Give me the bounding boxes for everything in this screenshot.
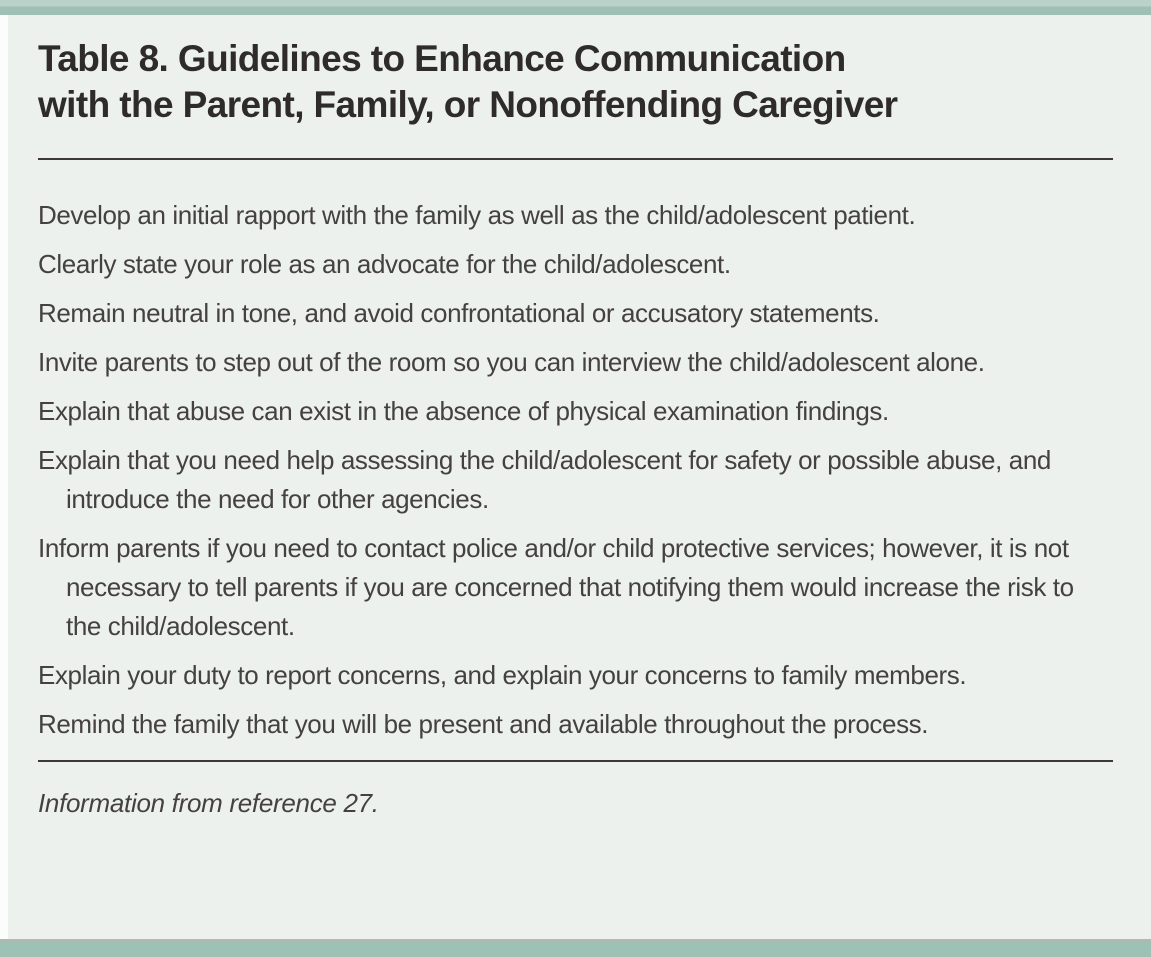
guideline-item: Remain neutral in tone, and avoid confrontational or accusatory statements. — [38, 298, 880, 328]
guideline-item: Clearly state your role as an advocate for the child/adolescent. — [38, 249, 731, 279]
table-title-line2: with the Parent, Family, or Nonoffending Caregiver — [38, 84, 898, 125]
divider-bottom — [38, 760, 1113, 762]
divider-top — [38, 158, 1113, 160]
guideline-item: Explain that abuse can exist in the absence of physical examination findings. — [38, 396, 889, 426]
table-title-line1: Table 8. Guidelines to Enhance Communication — [38, 38, 846, 79]
guideline-item: Explain that you need help assessing the child/adolescent for safety or possible abuse, and introduce the need for other agencies. — [38, 445, 1051, 514]
guideline-item: Invite parents to step out of the room so you can interview the child/adolescent alone. — [38, 347, 985, 377]
page-bottom-accent-bar — [0, 939, 1151, 957]
guideline-item: Develop an initial rapport with the family as well as the child/adolescent patient. — [38, 200, 916, 230]
guideline-item: Remind the family that you will be present and available throughout the process. — [38, 709, 929, 739]
guideline-item: Inform parents if you need to contact police and/or child protective services; however, it is not necessary to tell parents if you are concerned that notifying them would increase the risk to the child/adolescent. — [38, 533, 1074, 641]
guideline-list — [38, 196, 1113, 744]
source-footnote: Information from reference 27. — [38, 788, 379, 818]
guideline-item: Explain your duty to report concerns, and explain your concerns to family members. — [38, 660, 967, 690]
table-title — [38, 36, 1113, 128]
